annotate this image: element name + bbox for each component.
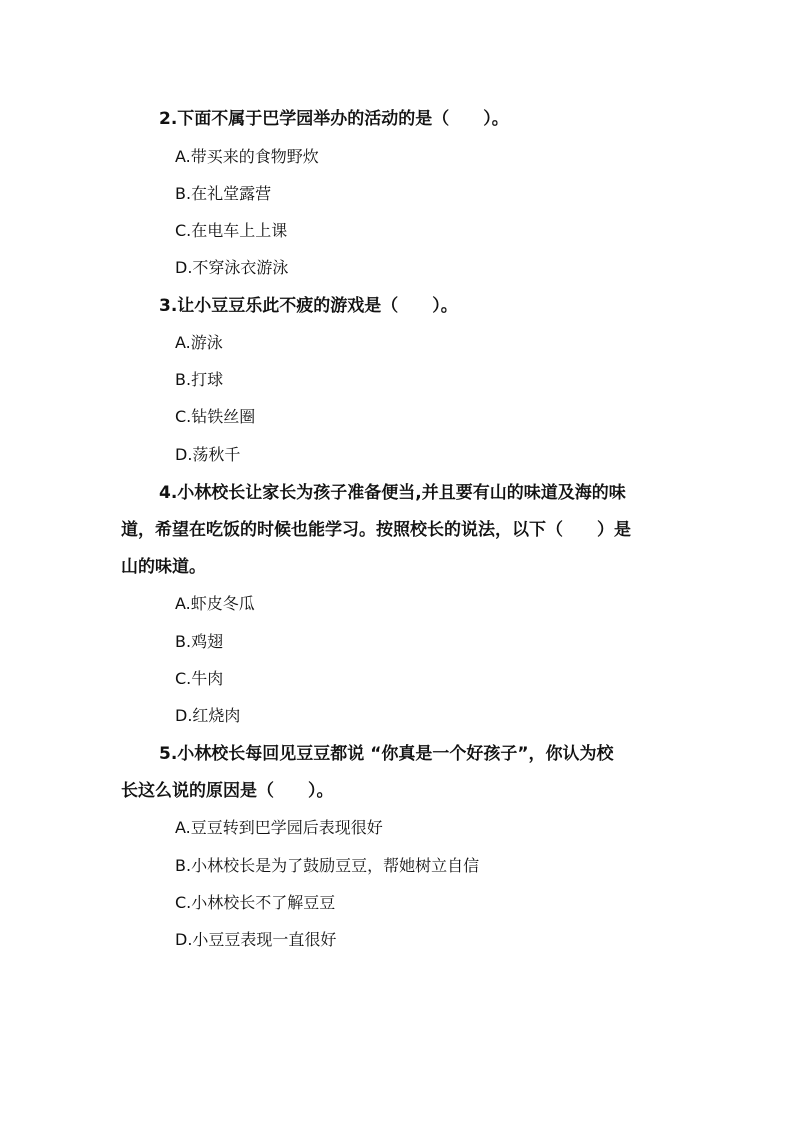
option-a: A.游泳 [175, 333, 223, 352]
option-a: A.带买来的食物野炊 [175, 147, 319, 166]
option-c: C.小林校长不了解豆豆 [175, 893, 336, 912]
question-stem-line-2: 道，希望在吃饭的时候也能学习。按照校长的说法，以下（ ）是 [121, 520, 631, 540]
option-c: C.钻铁丝圈 [175, 407, 256, 426]
question-stem-line-1: 4.小林校长让家长为孩子准备便当,并且要有山的味道及海的味 [159, 483, 626, 503]
option-a: A.豆豆转到巴学园后表现很好 [175, 818, 383, 837]
option-b: B.打球 [175, 370, 224, 389]
question-stem-line-1: 5.小林校长每回见豆豆都说 “你真是一个好孩子”，你认为校 [159, 744, 614, 764]
option-d: D.小豆豆表现一直很好 [175, 930, 337, 949]
question-stem: 2.下面不属于巴学园举办的活动的是（ ）。 [159, 109, 509, 129]
question-stem: 3.让小豆豆乐此不疲的游戏是（ ）。 [159, 296, 458, 316]
question-stem-line-2: 长这么说的原因是（ ）。 [121, 781, 334, 801]
option-d: D.不穿泳衣游泳 [175, 258, 289, 277]
question-stem-line-3: 山的味道。 [121, 557, 206, 577]
option-b: B.小林校长是为了鼓励豆豆，帮她树立自信 [175, 856, 480, 875]
option-a: A.虾皮冬瓜 [175, 594, 255, 613]
option-c: C.在电车上上课 [175, 221, 288, 240]
option-b: B.在礼堂露营 [175, 184, 272, 203]
option-d: D.荡秋千 [175, 445, 241, 464]
option-b: B.鸡翅 [175, 632, 224, 651]
option-d: D.红烧肉 [175, 706, 241, 725]
option-c: C.牛肉 [175, 669, 224, 688]
